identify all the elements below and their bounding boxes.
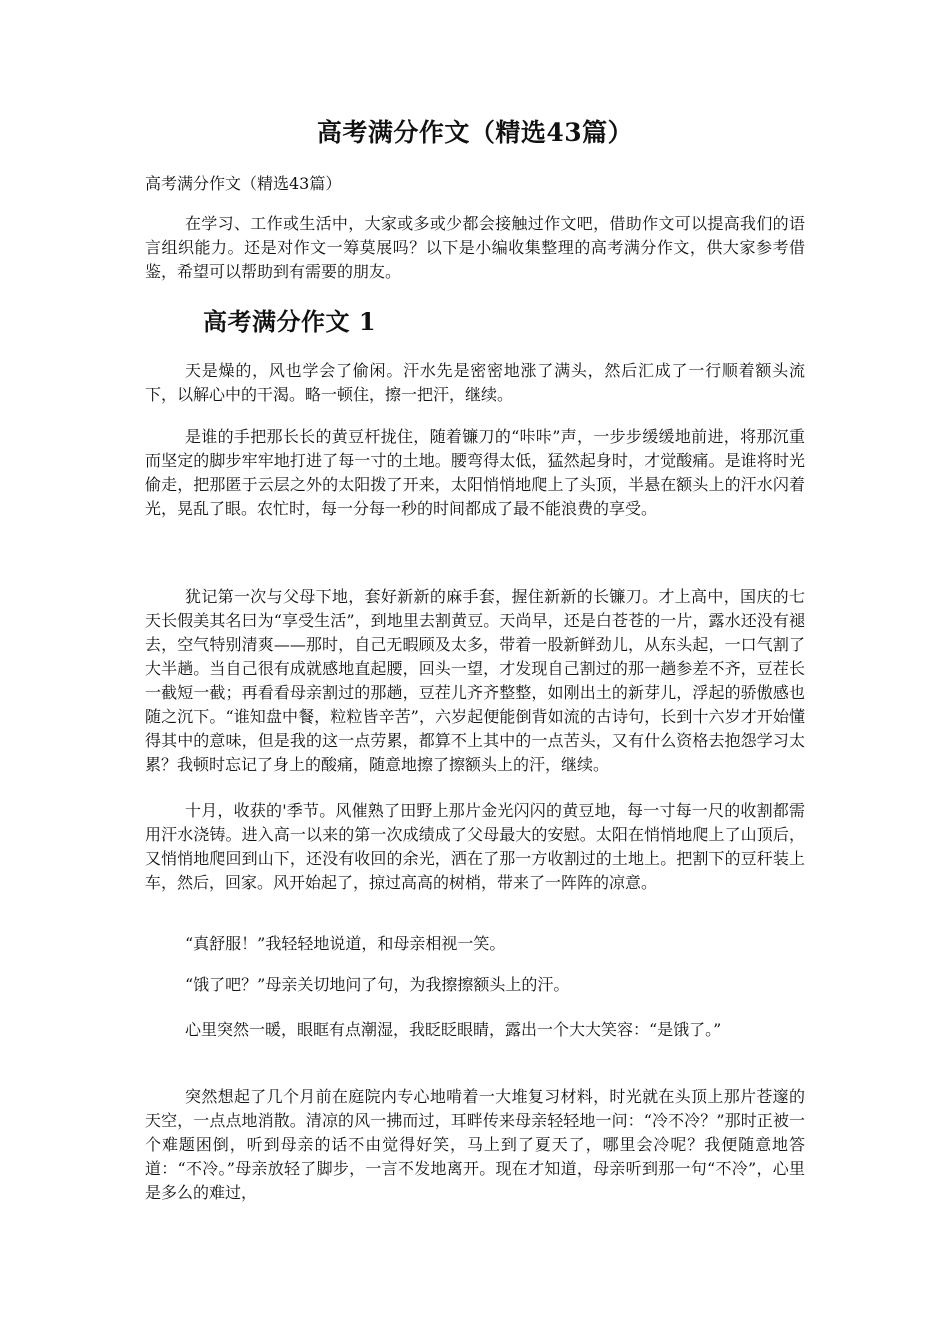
section-heading: 高考满分作文 1 <box>203 307 377 336</box>
body-paragraph: 心里突然一暖，眼眶有点潮湿，我眨眨眼睛，露出一个大大笑容：“是饿了。” <box>185 1020 722 1039</box>
body-paragraph: 犹记第一次与父母下地，套好新新的麻手套，握住新新的长镰刀。才上高中，国庆的七天长假美其名曰为“享受生活”，到地里去割黄豆。天尚早，还是白苍苍的一片，露水还没有褪去，空气特别清爽——那时，自己无暇顾及太多，带着一股新鲜劲儿，从东头起，一口气割了大半趟。当自己很有成就感地直起腰，回头一望，才发现自己割过的那一趟参差不齐，豆茬长一截短一截；再看看母亲割过的那趟，豆茬儿齐齐整整，如刚出土的新芽儿，浮起的骄傲感也随之沉下。“谁知盘中餐，粒粒皆辛苦”，六岁起便能倒背如流的古诗句，长到十六岁才开始懂得其中的意味，但是我的这一点劳累，都算不上其中的一点苦头，又有什么资格去抱怨学习太累？我顿时忘记了身上的酸痛，随意地擦了擦额头上的汗，继续。 <box>145 587 805 774</box>
body-paragraph: 突然想起了几个月前在庭院内专心地啃着一大堆复习材料，时光就在头顶上那片苍邃的天空，一点点地消散。清凉的风一拂而过，耳畔传来母亲轻轻地一问：“冷不冷？”那时正被一个难题困倒，听到母亲的话不由觉得好笑，马上到了夏天了，哪里会冷呢？我便随意地答道：“不冷。”母亲放轻了脚步，一言不发地离开。现在才知道，母亲听到那一句“不冷”，心里是多么的难过， <box>145 1087 805 1202</box>
body-paragraph: 是谁的手把那长长的黄豆杆拢住，随着镰刀的“咔咔”声，一步步缓缓地前进，将那沉重而坚定的脚步牢牢地打进了每一寸的土地。腰弯得太低，猛然起身时，才觉酸痛。是谁将时光偷走，把那匿于云层之外的太阳拨了开来，太阳悄悄地爬上了头顶，半悬在额头上的汗水闪着光，晃乱了眼。农忙时，每一分每一秒的时间都成了最不能浪费的享受。 <box>145 427 805 518</box>
document-title: 高考满分作文（精选43篇） <box>316 118 634 147</box>
body-paragraph: “饿了吧？”母亲关切地问了句，为我擦擦额头上的汗。 <box>185 975 570 994</box>
body-paragraph: “真舒服！”我轻轻地说道，和母亲相视一笑。 <box>185 934 506 953</box>
body-paragraph: 十月，收获的'季节。风催熟了田野上那片金光闪闪的黄豆地，每一寸每一尺的收割都需用汗水浇铸。进入高一以来的第一次成绩成了父母最大的安慰。太阳在悄悄地爬上了山顶后，又悄悄地爬回到山下，还没有收回的余光，洒在了那一方收割过的土地上。把割下的豆秆装上车，然后，回家。风开始起了，掠过高高的树梢，带来了一阵阵的凉意。 <box>145 801 805 892</box>
intro-paragraph: 在学习、工作或生活中，大家或多或少都会接触过作文吧，借助作文可以提高我们的语言组织能力。还是对作文一筹莫展吗？以下是小编收集整理的高考满分作文，供大家参考借鉴，希望可以帮助到有需要的朋友。 <box>145 214 805 281</box>
document-subtitle: 高考满分作文（精选43篇） <box>145 174 342 193</box>
body-paragraph: 天是燥的，风也学会了偷闲。汗水先是密密地涨了满头，然后汇成了一行顺着额头流下，以解心中的干渴。略一顿住，擦一把汗，继续。 <box>145 361 805 404</box>
